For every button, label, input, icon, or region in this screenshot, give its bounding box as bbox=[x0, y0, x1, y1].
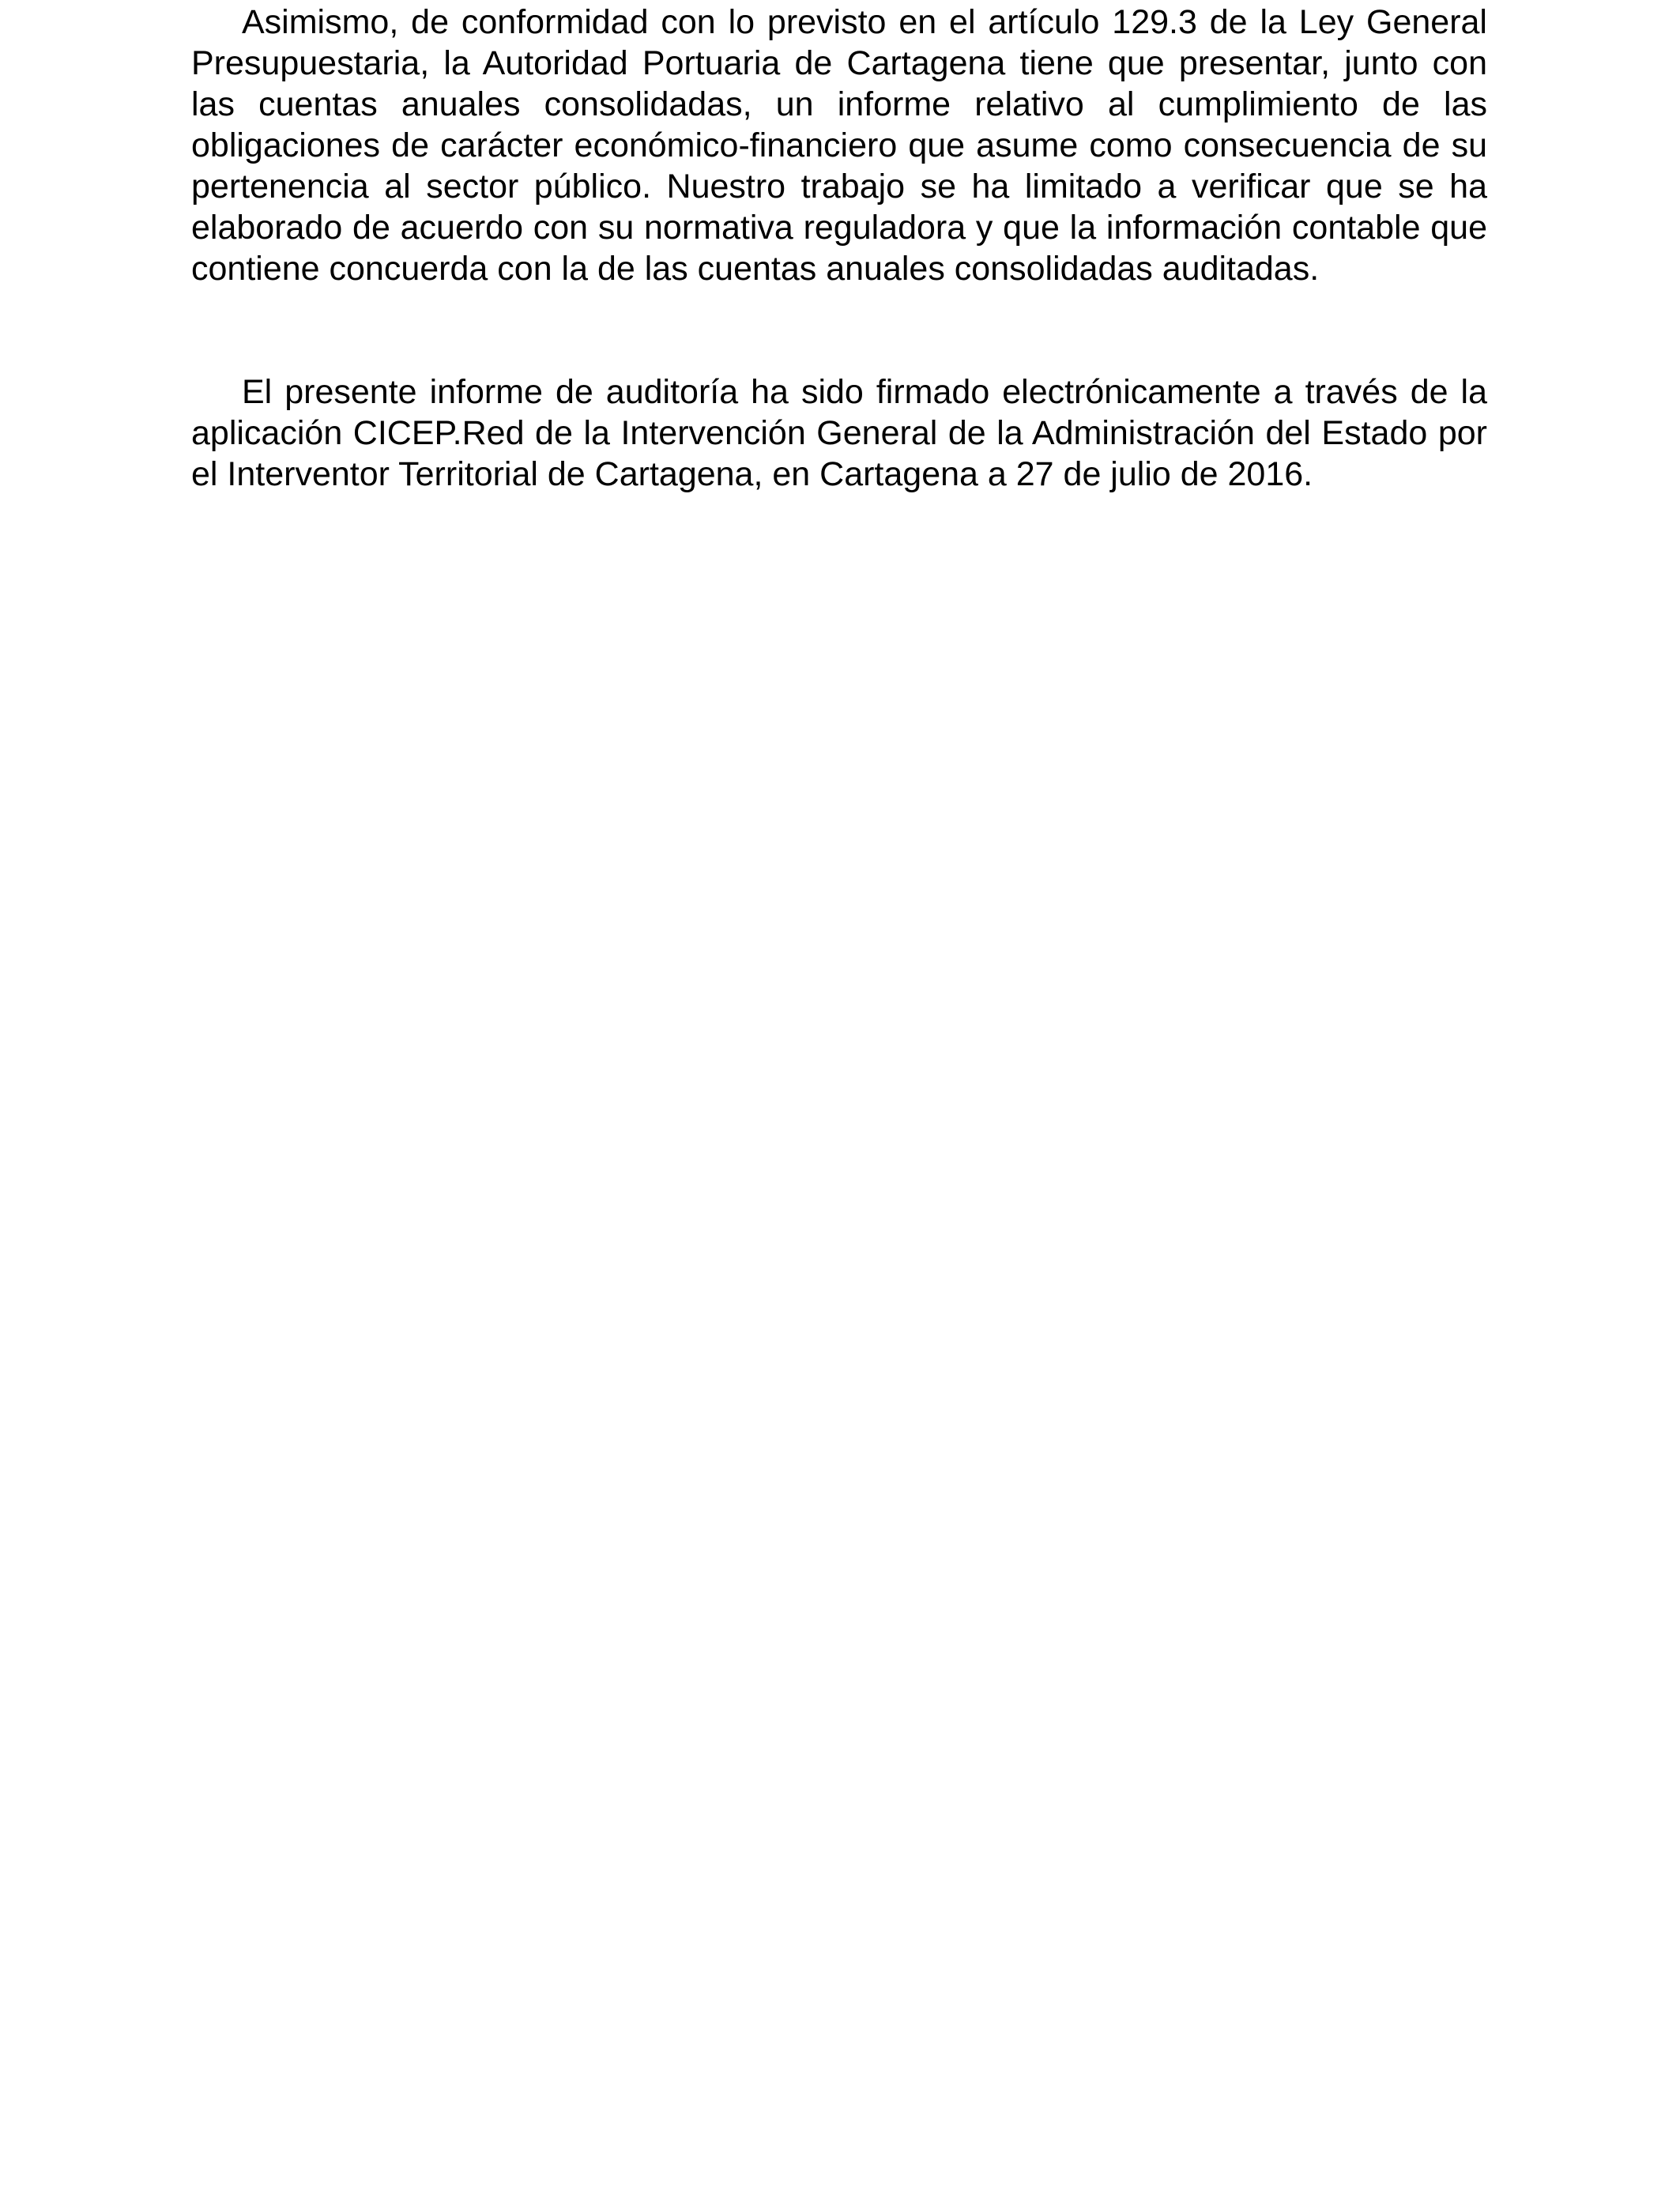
paragraph-obligaciones-economico-financieras: Asimismo, de conformidad con lo previsto en el artículo 129.3 de la Ley General Presupuestaria, la Autoridad Portuaria de Cartagena tiene que presentar, junto con las cuentas anuales consolidadas, un informe relativo al cumplimiento de las obligaciones de carácter económico-financiero que asume como consecuencia de su pertenencia al sector público. Nuestro trabajo se ha limitado a verificar que se ha elaborado de acuerdo con su normativa reguladora y que la información contable que contiene concuerda con la de las cuentas anuales consolidadas auditadas. bbox=[191, 3, 1487, 288]
document-body bbox=[191, 0, 1487, 495]
paragraph-firma-electronica: El presente informe de auditoría ha sido firmado electrónicamente a través de la aplicación CICEP.Red de la Intervención General de la Administración del Estado por el Interventor Territorial de Cartagena, en Cartagena a 27 de julio de 2016. bbox=[191, 373, 1487, 493]
